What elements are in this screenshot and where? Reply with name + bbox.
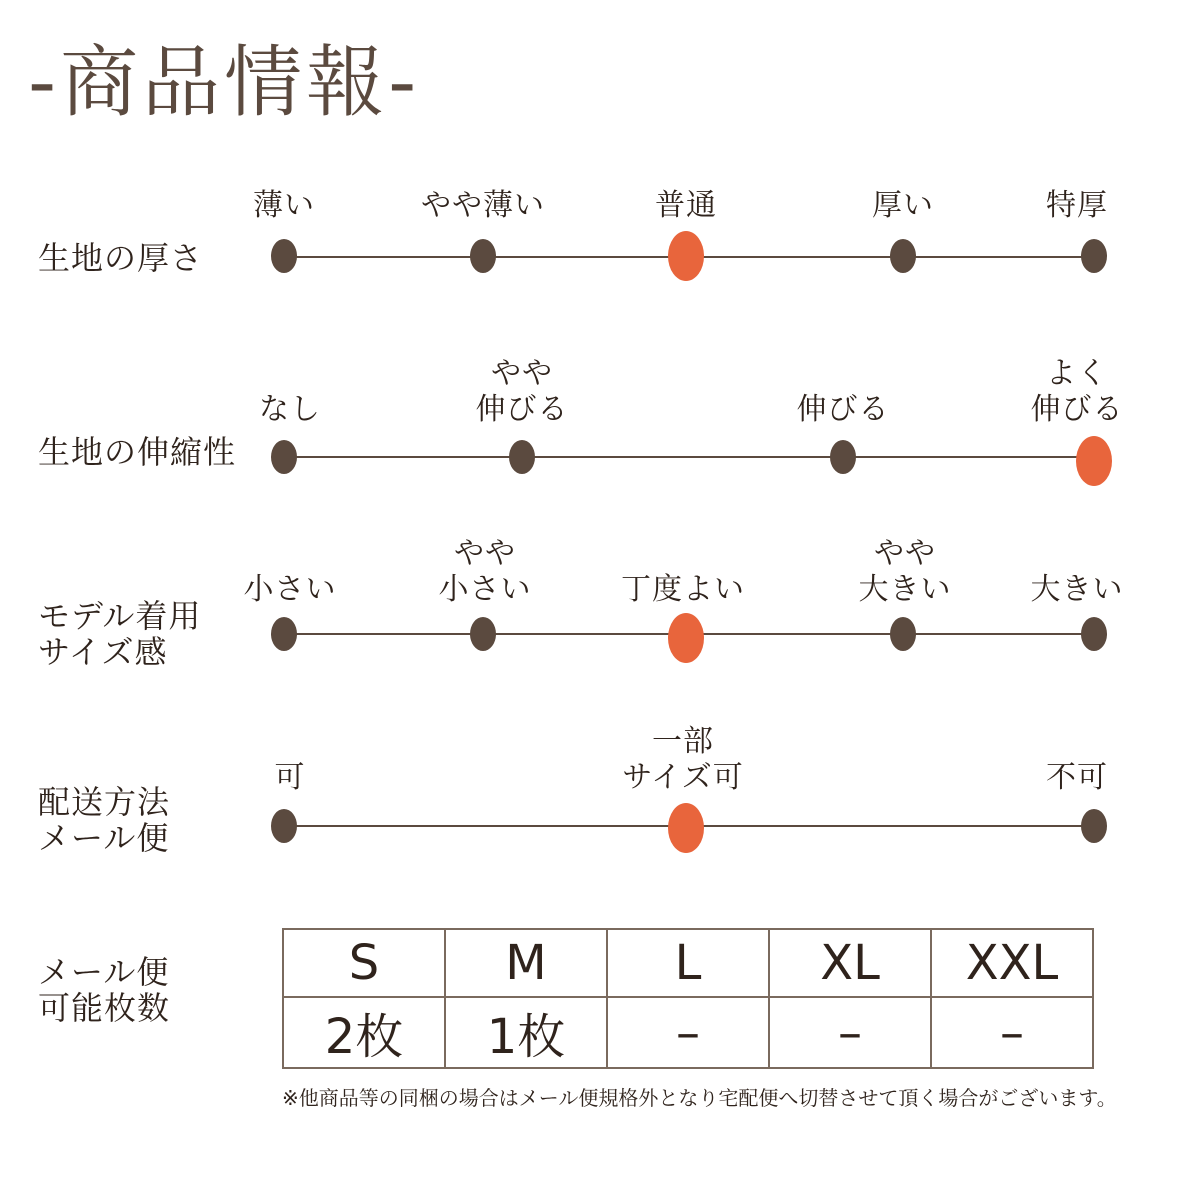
option-label: よく 伸びる: [1030, 356, 1124, 427]
count-cell: –: [769, 997, 931, 1068]
size-cell: XXL: [931, 929, 1093, 997]
option-label: やや 小さい: [438, 536, 532, 607]
option-label: やや 大きい: [858, 536, 952, 607]
size-cell: L: [607, 929, 769, 997]
option-label: 普通: [655, 188, 717, 223]
scale-dot: [470, 239, 496, 273]
scale-dot: [509, 440, 535, 474]
count-cell: 1枚: [445, 997, 607, 1068]
table-row-counts: [283, 997, 1093, 1068]
table-row-sizes: [283, 929, 1093, 997]
scale-dot-selected: [668, 613, 704, 663]
scale-dot-selected: [668, 231, 704, 281]
scale-dot: [271, 440, 297, 474]
scale-dot: [890, 239, 916, 273]
count-cell: –: [607, 997, 769, 1068]
count-cell: –: [931, 997, 1093, 1068]
row-label-mail-count: メール便 可能枚数: [38, 953, 171, 1027]
option-label: 小さい: [243, 572, 337, 607]
scale-dot: [1081, 809, 1107, 843]
scale-dot-selected: [1076, 436, 1112, 486]
option-label: 伸びる: [796, 392, 890, 427]
scale-dot: [830, 440, 856, 474]
size-cell: S: [283, 929, 445, 997]
option-label: やや 伸びる: [475, 356, 569, 427]
scale-dot: [271, 809, 297, 843]
count-cell: 2枚: [283, 997, 445, 1068]
page-title: -商品情報-: [28, 38, 421, 128]
row-label-stretch: 生地の伸縮性: [38, 433, 237, 471]
scale-dot-selected: [668, 803, 704, 853]
scale-dot: [271, 617, 297, 651]
option-label: 不可: [1046, 760, 1108, 795]
scale-dot: [1081, 239, 1107, 273]
scale-dot: [470, 617, 496, 651]
option-label: やや薄い: [421, 188, 545, 223]
mail-count-table: [282, 928, 1094, 1069]
option-label: 厚い: [872, 188, 934, 223]
scale-dot: [1081, 617, 1107, 651]
option-label: なし: [259, 392, 321, 427]
row-label-thickness: 生地の厚さ: [38, 239, 204, 277]
option-label: 一部 サイズ可: [622, 724, 744, 795]
option-label: 丁度よい: [621, 572, 745, 607]
scale-dot: [271, 239, 297, 273]
footnote: ※他商品等の同梱の場合はメール便規格外となり宅配便へ切替させて頂く場合がございます。: [282, 1086, 1117, 1110]
option-label: 薄い: [253, 188, 315, 223]
size-cell: M: [445, 929, 607, 997]
scale-line-stretch: [284, 456, 1094, 458]
row-label-shipping: 配送方法 メール便: [38, 783, 171, 857]
option-label: 可: [274, 760, 306, 795]
scale-dot: [890, 617, 916, 651]
option-label: 特厚: [1046, 188, 1108, 223]
row-label-fit: モデル着用 サイズ感: [38, 597, 202, 671]
option-label: 大きい: [1030, 572, 1124, 607]
size-cell: XL: [769, 929, 931, 997]
